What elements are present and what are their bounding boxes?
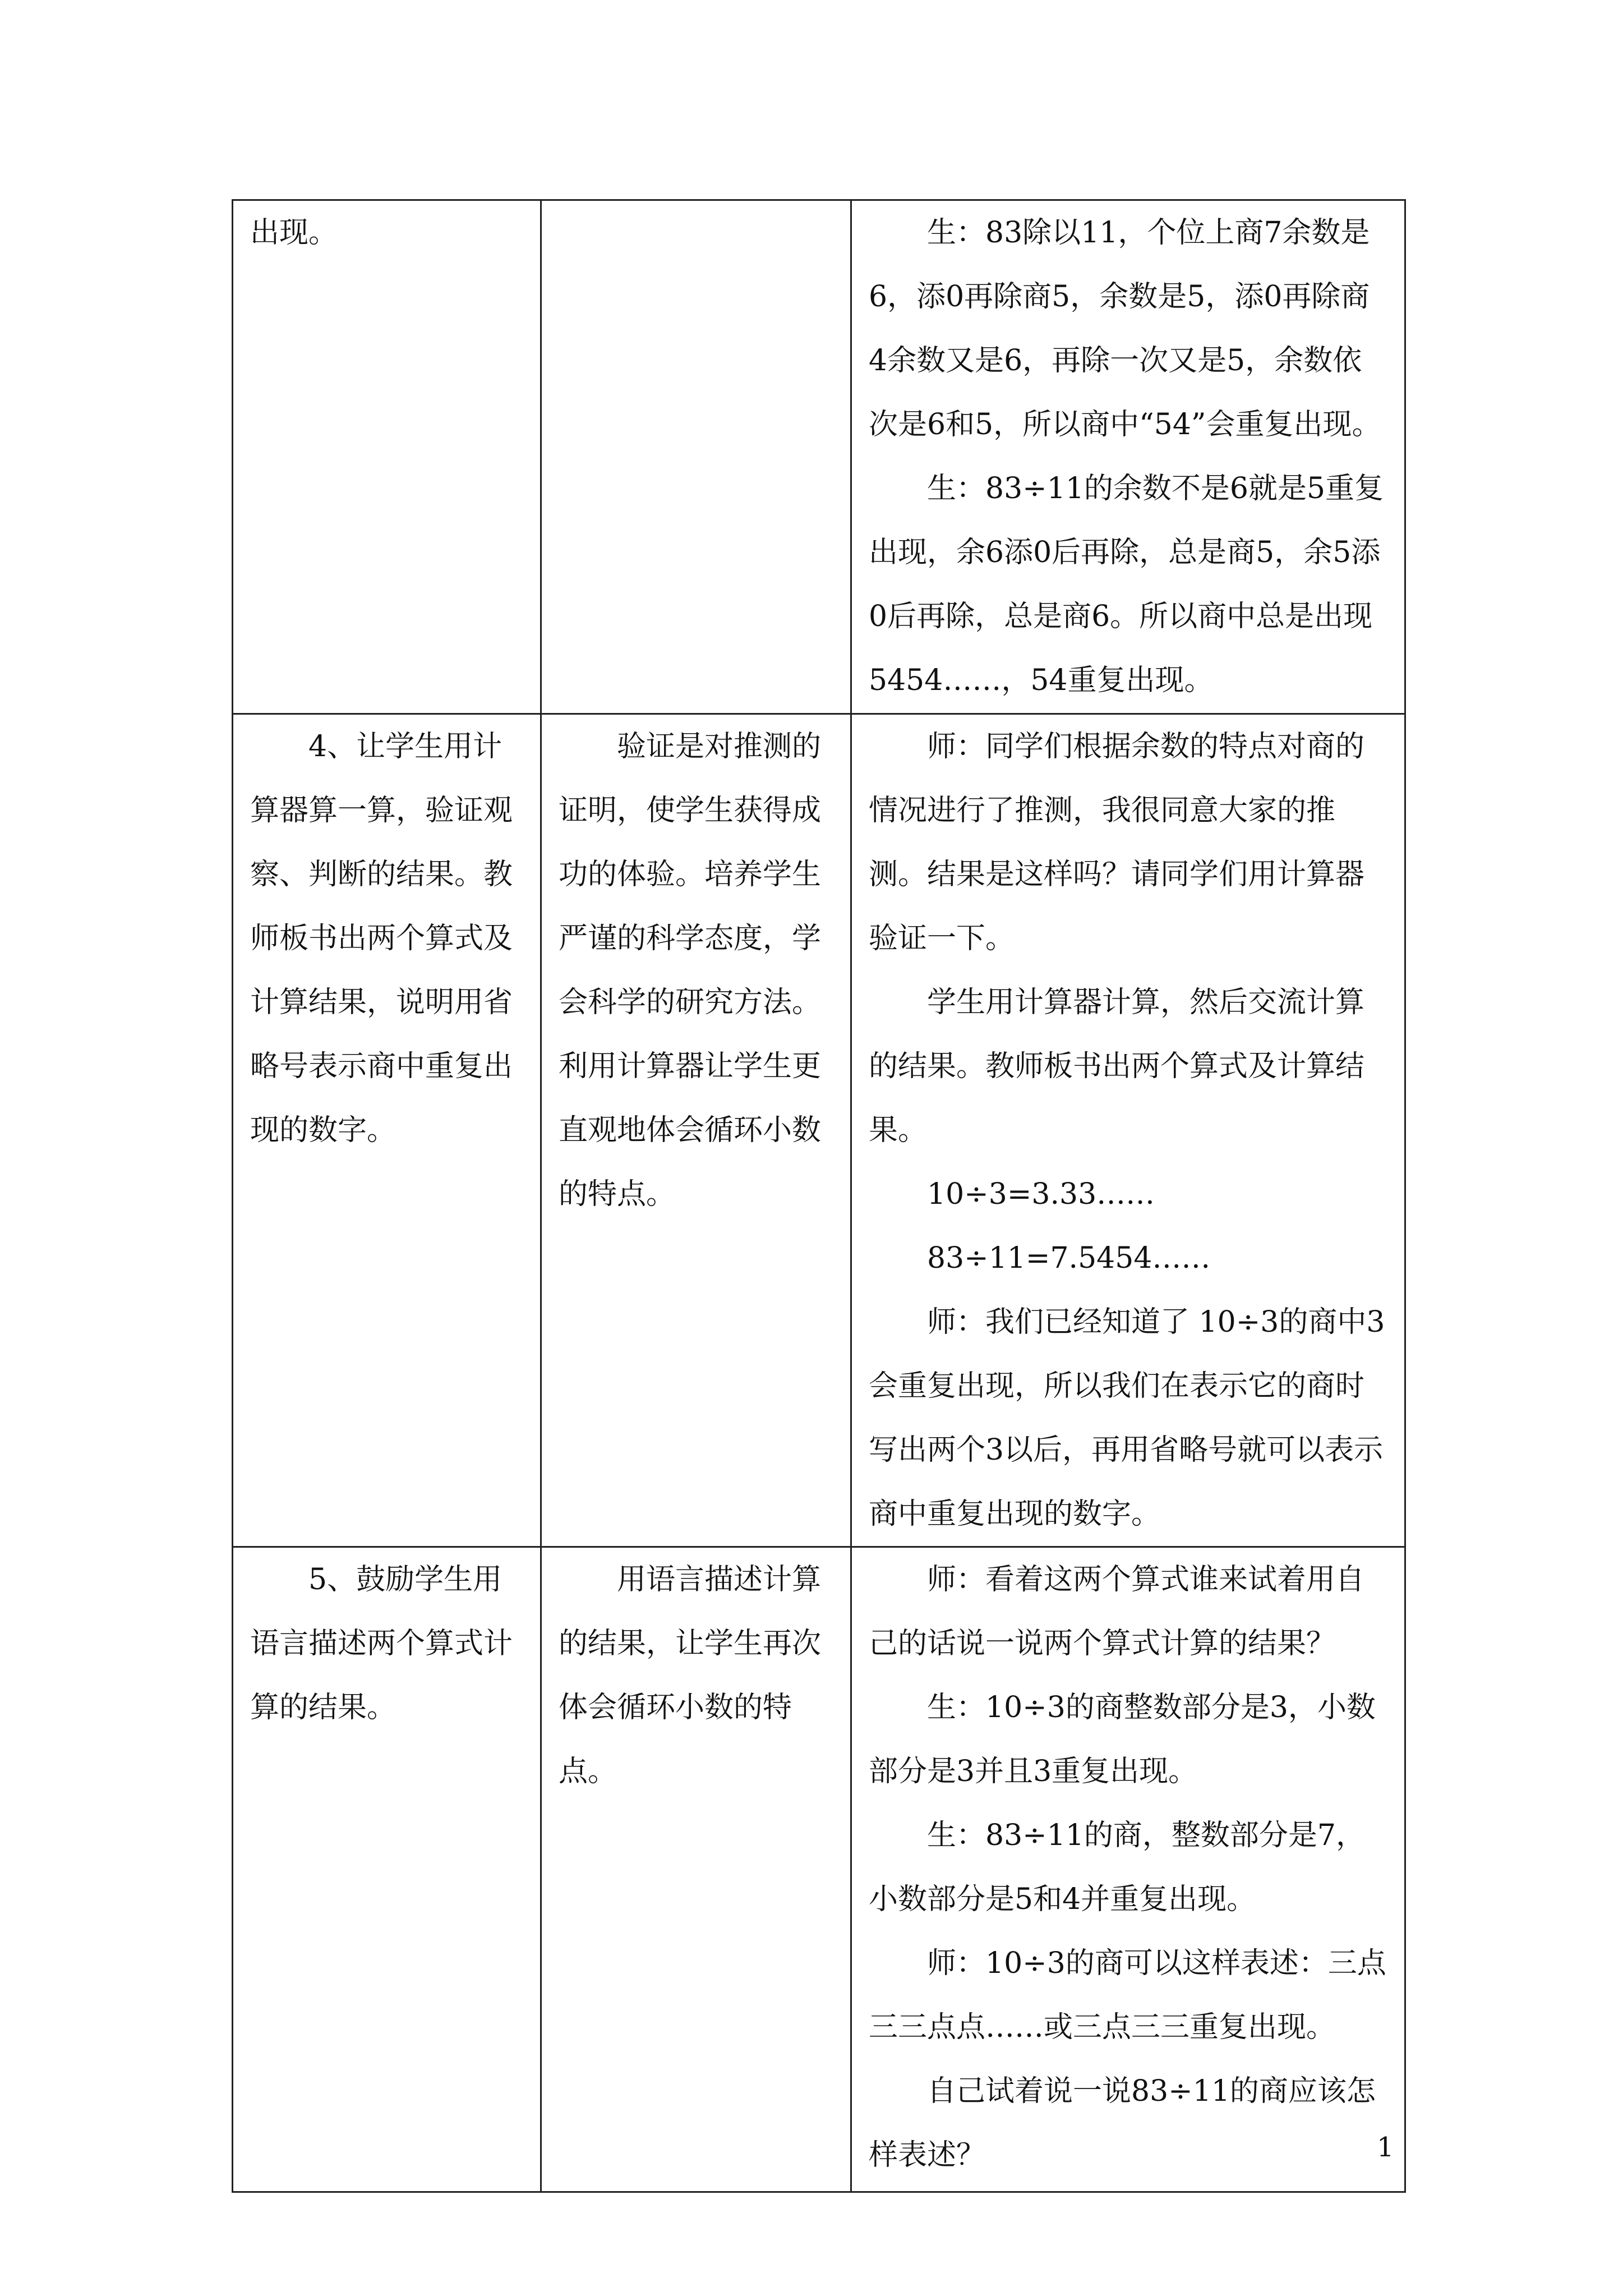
paragraph: 4、让学生用计算器算一算，验证观察、判断的结果。教师板书出两个算式及计算结果，说明用省略号表示商中重复出现的数字。 (250, 730, 513, 1147)
paragraph: 师：我们已经知道了 10÷3的商中3会重复出现，所以我们在表示它的商时写出两个3以后，再用省略号就可以表示商中重复出现的数字。 (869, 1305, 1385, 1531)
paragraph: 学生用计算器计算，然后交流计算的结果。教师板书出两个算式及计算结果。 (869, 986, 1365, 1147)
paragraph: 师：10÷3的商可以这样表述：三点三三点点……或三点三三重复出现。 (869, 1947, 1386, 2044)
teaching-step-cell (233, 714, 541, 1547)
paragraph: 5、鼓励学生用语言描述两个算式计算的结果。 (250, 1563, 513, 1724)
paragraph: 自己试着说一说83÷11的商应该怎样表述？ (869, 2074, 1376, 2172)
table-row (233, 714, 1405, 1547)
paragraph: 出现。 (250, 216, 338, 250)
paragraph: 师：同学们根据余数的特点对商的情况进行了推测，我很同意大家的推测。结果是这样吗？请同学们用计算器验证一下。 (869, 730, 1365, 955)
design-intent-cell (541, 200, 851, 714)
teaching-step-cell (233, 200, 541, 714)
paragraph: 生：83除以11，个位上商7余数是6，添0再除商5，余数是5，添0再除商4余数又是6，再除一次又是5，余数依次是6和5，所以商中“54”会重复出现。 (869, 216, 1381, 441)
paragraph: 师：看着这两个算式谁来试着用自己的话说一说两个算式计算的结果？ (869, 1563, 1365, 1660)
paragraph: 生：83÷11的余数不是6就是5重复出现，余6添0后再除，总是商5，余5添0后再除，总是商6。所以商中总是出现5454……，54重复出现。 (869, 472, 1384, 697)
paragraph: 生：83÷11的商，整数部分是7，小数部分是5和4并重复出现。 (869, 1819, 1365, 1916)
equation: 83÷11=7.5454…… (927, 1241, 1211, 1275)
paragraph: 验证是对推测的证明，使学生获得成功的体验。培养学生严谨的科学态度，学会科学的研究方法。利用计算器让学生更直观地体会循环小数的特点。 (559, 730, 822, 1211)
classroom-dialogue-cell (851, 714, 1405, 1547)
teaching-step-cell (233, 1547, 541, 2192)
design-intent-cell (541, 1547, 851, 2192)
page-number: 1 (1377, 2132, 1394, 2163)
paragraph: 生：10÷3的商整数部分是3，小数部分是3并且3重复出现。 (869, 1691, 1376, 1788)
classroom-dialogue-cell (851, 200, 1405, 714)
paragraph: 用语言描述计算的结果，让学生再次体会循环小数的特点。 (559, 1563, 822, 1788)
lesson-table (232, 199, 1406, 2193)
design-intent-cell (541, 714, 851, 1547)
classroom-dialogue-cell (851, 1547, 1405, 2192)
table-row (233, 1547, 1405, 2192)
table-row (233, 200, 1405, 714)
equation: 10÷3=3.33…… (927, 1177, 1155, 1211)
